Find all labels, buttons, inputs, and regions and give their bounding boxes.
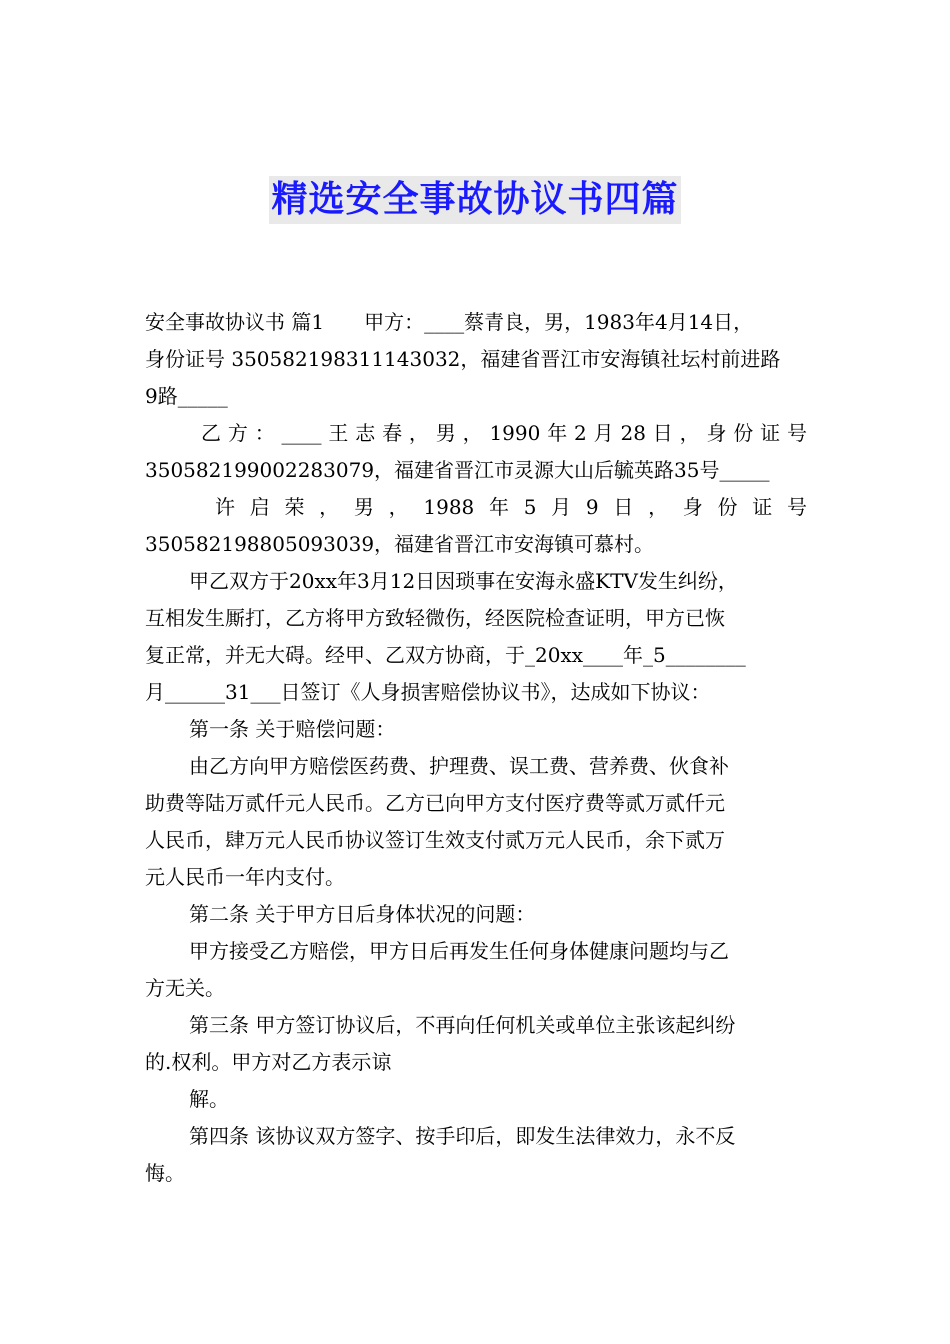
body-line: 悔。: [145, 1161, 185, 1185]
body-line: 身份证号 350582198311143032，福建省晋江市安海镇社坛村前进路: [145, 347, 781, 371]
title-container: [0, 176, 950, 224]
body-line: 安全事故协议书 篇1 甲方：____蔡青良，男，1983年4月14日，: [145, 310, 754, 334]
article-heading: 第三条 甲方签订协议后，不再向任何机关或单位主张该起纠纷: [189, 1013, 736, 1037]
body-line: 350582198805093039，福建省晋江市安海镇可慕村。: [145, 532, 655, 556]
article-heading: 第二条 关于甲方日后身体状况的问题：: [189, 902, 536, 926]
body-line: 助费等陆万贰仟元人民币。乙方已向甲方支付医疗费等贰万贰仟元: [145, 791, 725, 815]
article-heading: 第四条 该协议双方签字、按手印后，即发生法律效力，永不反: [189, 1124, 736, 1148]
body-line: 甲方接受乙方赔偿，甲方日后再发生任何身体健康问题均与乙: [189, 939, 729, 963]
body-line: 互相发生厮打，乙方将甲方致轻微伤，经医院检查证明，甲方已恢: [145, 606, 725, 630]
body-line: 350582199002283079，福建省晋江市灵源大山后毓英路35号_____: [145, 458, 770, 482]
body-line: 复正常，并无大碍。经甲、乙双方协商，于_20xx____年_5________: [145, 643, 746, 667]
body-line: 甲乙双方于20xx年3月12日因琐事在安海永盛KTV发生纠纷，: [189, 569, 738, 593]
article-heading: 第一条 关于赔偿问题：: [189, 717, 396, 741]
body-line: 人民币，肆万元人民币协议签订生效支付贰万元人民币，余下贰万: [145, 828, 725, 852]
body-line: 月______31___日签订《人身损害赔偿协议书》，达成如下协议：: [145, 680, 711, 704]
body-line: 的.权利。甲方对乙方表示谅: [145, 1050, 392, 1074]
body-line: 9路_____: [145, 384, 228, 408]
document-title: 精选安全事故协议书四篇: [269, 176, 680, 224]
body-line: 方无关。: [145, 976, 225, 1000]
body-line: 解。: [189, 1087, 229, 1111]
body-line: 元人民币一年内支付。: [145, 865, 345, 889]
body-line: 许启荣，男，1988年5月9日，身份证号: [215, 495, 807, 519]
document-body: [145, 304, 807, 1192]
body-line: 由乙方向甲方赔偿医药费、护理费、误工费、营养费、伙食补: [189, 754, 729, 778]
body-line: 乙方：____王志春，男，1990年2月28日，身份证号: [201, 421, 807, 445]
